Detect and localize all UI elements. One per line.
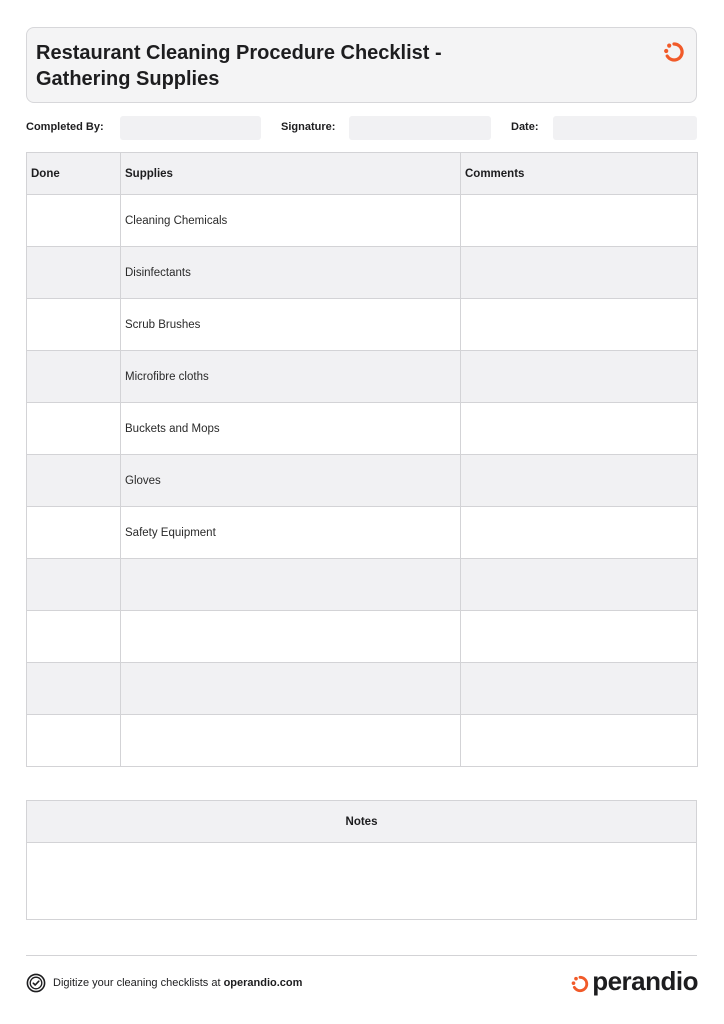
date-field[interactable]: [553, 116, 697, 140]
table-header-row: [27, 153, 698, 195]
comment-cell[interactable]: [461, 663, 698, 715]
brand-wordmark: perandio: [592, 966, 698, 996]
table-row: [27, 299, 698, 351]
table-row: [27, 507, 698, 559]
signature-label: Signature:: [281, 121, 336, 133]
table-row: [27, 611, 698, 663]
comment-cell[interactable]: [461, 559, 698, 611]
check-circle-icon: [26, 973, 46, 993]
done-cell[interactable]: [27, 195, 121, 247]
brand-logo: [570, 966, 698, 997]
supply-cell: Microfibre cloths: [121, 351, 461, 403]
comment-cell[interactable]: [461, 611, 698, 663]
supply-cell: Gloves: [121, 455, 461, 507]
column-header-done: Done: [27, 153, 121, 195]
notes-field[interactable]: [27, 843, 696, 919]
table-row: [27, 455, 698, 507]
table-row: [27, 195, 698, 247]
supply-cell: Cleaning Chemicals: [121, 195, 461, 247]
table-row: [27, 247, 698, 299]
done-cell[interactable]: [27, 715, 121, 767]
meta-row: [26, 116, 697, 140]
supply-cell[interactable]: [121, 559, 461, 611]
done-cell[interactable]: [27, 611, 121, 663]
comment-cell[interactable]: [461, 299, 698, 351]
title-line-2: Gathering Supplies: [36, 68, 220, 90]
notes-box: [26, 800, 697, 920]
table-row: [27, 715, 698, 767]
supply-cell: Scrub Brushes: [121, 299, 461, 351]
table-row: [27, 351, 698, 403]
header-box: [26, 27, 697, 103]
supply-cell[interactable]: [121, 663, 461, 715]
done-cell[interactable]: [27, 559, 121, 611]
column-header-comments: Comments: [461, 153, 698, 195]
done-cell[interactable]: [27, 247, 121, 299]
footer-text-prefix: Digitize your cleaning checklists at: [53, 977, 224, 989]
table-row: [27, 559, 698, 611]
done-cell[interactable]: [27, 507, 121, 559]
done-cell[interactable]: [27, 403, 121, 455]
done-cell[interactable]: [27, 663, 121, 715]
table-row: [27, 403, 698, 455]
footer-link[interactable]: operandio.com: [223, 977, 303, 989]
footer-divider: [26, 955, 697, 956]
supply-cell: Disinfectants: [121, 247, 461, 299]
comment-cell[interactable]: [461, 455, 698, 507]
footer-text: [53, 977, 302, 989]
comment-cell[interactable]: [461, 195, 698, 247]
column-header-supplies: Supplies: [121, 153, 461, 195]
comment-cell[interactable]: [461, 715, 698, 767]
signature-field[interactable]: [349, 116, 491, 140]
notes-header: Notes: [27, 801, 696, 843]
operandio-logo-icon: [662, 40, 686, 64]
completed-by-field[interactable]: [120, 116, 261, 140]
done-cell[interactable]: [27, 455, 121, 507]
supply-cell: Safety Equipment: [121, 507, 461, 559]
supply-cell[interactable]: [121, 715, 461, 767]
completed-by-label: Completed By:: [26, 121, 104, 133]
supply-cell[interactable]: [121, 611, 461, 663]
comment-cell[interactable]: [461, 403, 698, 455]
page-title: [36, 40, 596, 92]
footer-cta: [26, 972, 302, 994]
table-row: [27, 663, 698, 715]
supply-cell: Buckets and Mops: [121, 403, 461, 455]
comment-cell[interactable]: [461, 351, 698, 403]
operandio-logo-icon: [570, 974, 590, 994]
done-cell[interactable]: [27, 299, 121, 351]
comment-cell[interactable]: [461, 507, 698, 559]
title-line-1: Restaurant Cleaning Procedure Checklist -: [36, 42, 442, 64]
supplies-table: [26, 152, 698, 767]
done-cell[interactable]: [27, 351, 121, 403]
comment-cell[interactable]: [461, 247, 698, 299]
date-label: Date:: [511, 121, 539, 133]
